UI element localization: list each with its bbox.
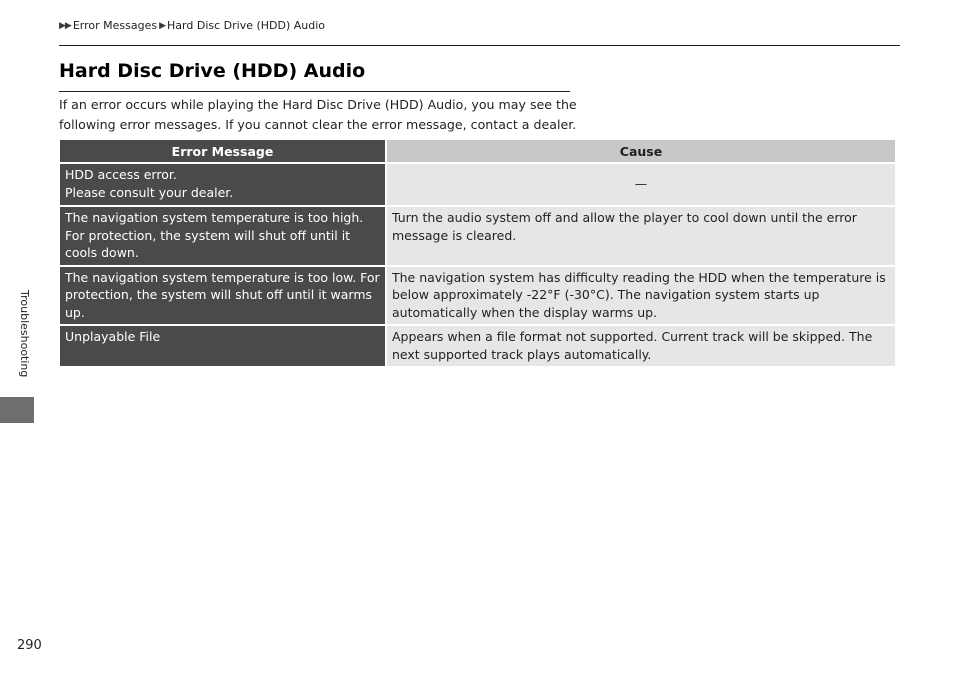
table-row xyxy=(60,326,895,366)
page-number: 290 xyxy=(17,638,42,653)
column-header-cause: Cause xyxy=(387,140,895,162)
title-underline xyxy=(59,91,570,92)
table-header-row xyxy=(60,140,895,162)
header-divider xyxy=(59,45,900,46)
page-title: Hard Disc Drive (HDD) Audio xyxy=(59,60,366,82)
error-message-table xyxy=(58,138,897,368)
error-message-line: HDD access error. xyxy=(65,167,177,182)
intro-paragraph: If an error occurs while playing the Hard Disc Drive (HDD) Audio, you may see the following error messages. If you cannot clear the error message, contact a dealer. xyxy=(59,97,577,132)
breadcrumb xyxy=(59,19,325,32)
cause-cell: — xyxy=(387,164,895,205)
cause-cell: Appears when a file format not supported. Current track will be skipped. The next supported track plays automatically. xyxy=(387,326,895,366)
error-message-cell: The navigation system temperature is too low. For protection, the system will shut off until it warms up. xyxy=(60,267,385,325)
error-message-cell: The navigation system temperature is too high. For protection, the system will shut off until it cools down. xyxy=(60,207,385,265)
breadcrumb-marker-icon: ▶▶ xyxy=(59,20,71,31)
breadcrumb-separator-icon: ▶ xyxy=(159,20,166,31)
error-message-line: Please consult your dealer. xyxy=(65,184,234,200)
breadcrumb-item-hdd-audio[interactable]: Hard Disc Drive (HDD) Audio xyxy=(167,19,326,32)
cause-cell: Turn the audio system off and allow the player to cool down until the error message is cleared. xyxy=(387,207,895,265)
cause-cell: The navigation system has difficulty reading the HDD when the temperature is below approximately -22°F (-30°C). The navigation system starts up automatically when the display warms up. xyxy=(387,267,895,325)
error-message-cell xyxy=(60,164,385,205)
table-row xyxy=(60,267,895,325)
section-tab-marker xyxy=(0,397,34,423)
table-row xyxy=(60,164,895,205)
column-header-error-message: Error Message xyxy=(60,140,385,162)
error-message-cell: Unplayable File xyxy=(60,326,385,366)
table-row xyxy=(60,207,895,265)
section-side-label: Troubleshooting xyxy=(18,290,31,378)
breadcrumb-item-error-messages[interactable]: Error Messages xyxy=(72,19,158,32)
